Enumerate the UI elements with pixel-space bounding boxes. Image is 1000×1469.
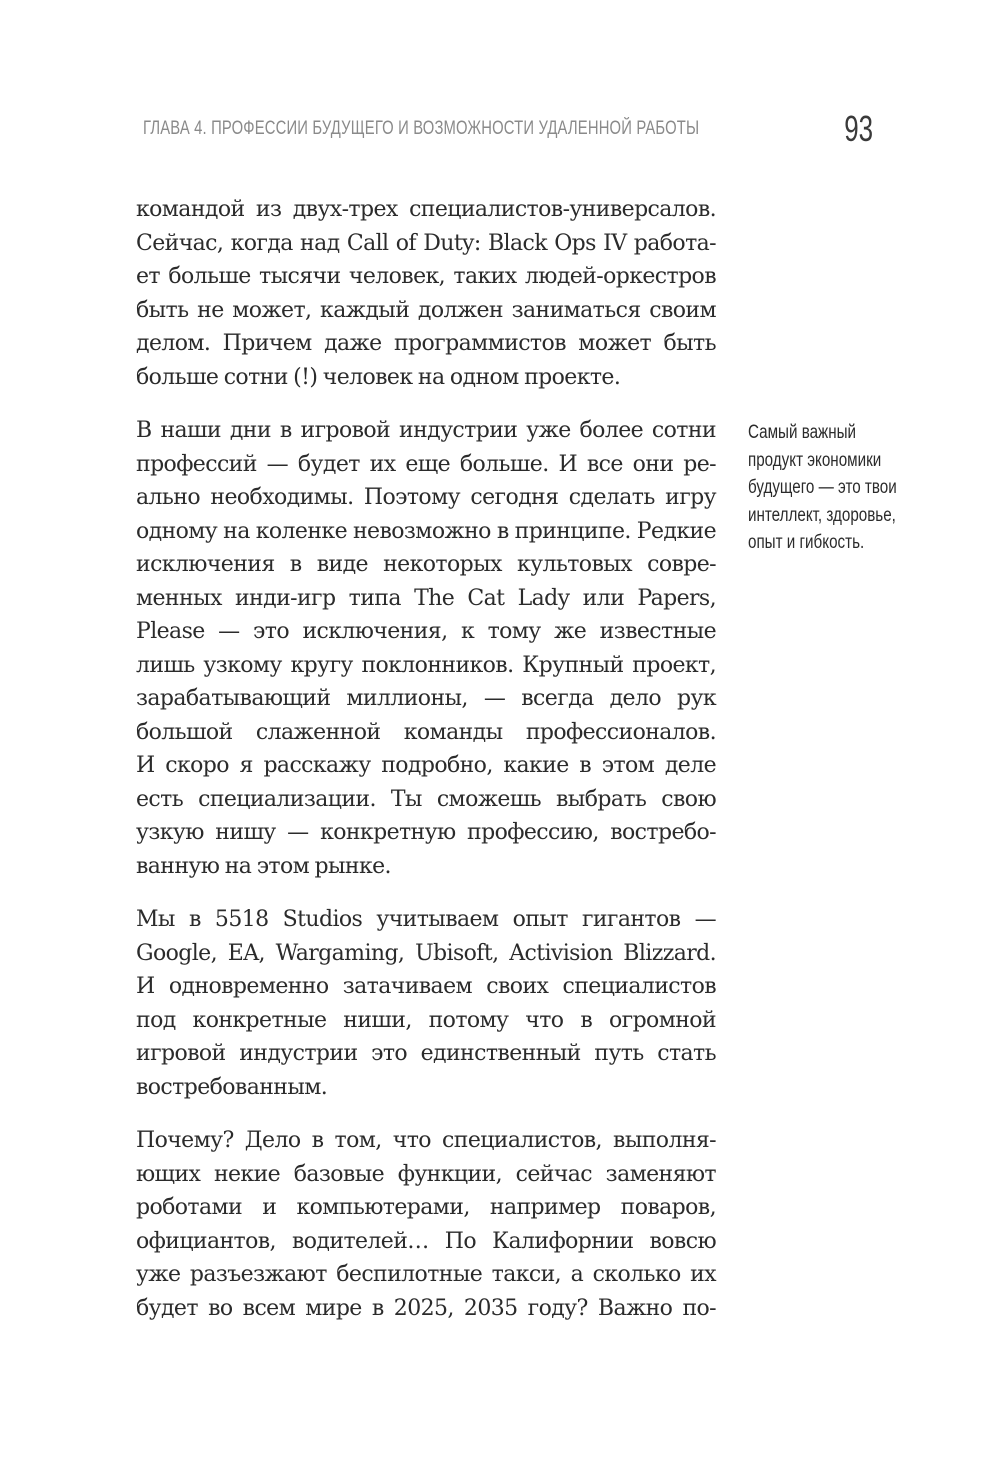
text-line: лишь узкому кругу поклонников. Крупный проект, (136, 652, 716, 678)
main-text-column (136, 193, 716, 1345)
margin-note-line: интеллект, здоровье, (748, 504, 896, 526)
paragraph-1 (136, 193, 716, 394)
text-line: командой из двух-трех специалистов-универсалов. (136, 197, 716, 222)
text-line: Please — это исключения, к тому же известные (136, 619, 716, 644)
text-line: делом. Причем даже программистов может быть (136, 331, 716, 356)
text-line: будет во всем мире в 2025, 2035 году? Важно по- (136, 1295, 716, 1321)
text-line: есть специализации. Ты сможешь выбрать свою (136, 786, 716, 812)
text-line: официантов, водителей… По Калифорнии вовсю (136, 1228, 716, 1254)
text-line: ющих некие базовые функции, сейчас заменяют (136, 1161, 716, 1187)
paragraph-2 (136, 414, 716, 883)
text-line: быть не может, каждый должен заниматься своим (136, 297, 716, 323)
text-line: узкую нишу — конкретную профессию, востребо- (136, 820, 716, 845)
text-line: роботами и компьютерами, например поваров, (136, 1195, 716, 1220)
text-line: ет больше тысячи человек, таких людей-оркестров (136, 264, 716, 289)
text-line: большой слаженной команды профессионалов. (136, 719, 716, 745)
paragraph-4 (136, 1124, 716, 1325)
text-line: В наши дни в игровой индустрии уже более сотни (136, 418, 716, 443)
text-line: ально необходимы. Поэтому сегодня сделать игру (136, 485, 716, 510)
text-line: зарабатывающий миллионы, — всегда дело рук (136, 686, 716, 711)
running-head (143, 108, 873, 152)
text-line: Google, EA, Wargaming, Ubisoft, Activision Blizzard. (136, 940, 716, 966)
text-line: исключения в виде некоторых культовых совре- (136, 552, 716, 577)
text-line: уже разъезжают беспилотные такси, а сколько их (136, 1262, 716, 1287)
margin-note-line: будущего — это твои (748, 477, 897, 498)
text-line: Сейчас, когда над Call of Duty: Black Ops IV работа- (136, 230, 716, 256)
margin-note (748, 419, 948, 557)
text-line: И скоро я расскажу подробно, какие в этом деле (136, 753, 716, 778)
text-line: востребованным. (136, 1074, 328, 1100)
text-line: профессий — будет их еще больше. И все они ре- (136, 451, 716, 477)
text-line: одному на коленке невозможно в принципе. Редкие (136, 518, 716, 544)
text-line: игровой индустрии это единственный путь стать (136, 1041, 716, 1066)
margin-note-line: продукт экономики (748, 449, 882, 471)
chapter-title: ГЛАВА 4. ПРОФЕССИИ БУДУЩЕГО И ВОЗМОЖНОСТИ УДАЛЕННОЙ РАБОТЫ (143, 118, 700, 139)
margin-note-line: Самый важный (748, 422, 857, 443)
text-line: под конкретные ниши, потому что в огромной (136, 1007, 716, 1033)
text-line: менных инди-игр типа The Cat Lady или Papers, (136, 585, 716, 611)
text-line: Мы в 5518 Studios учитываем опыт гигантов — (136, 907, 716, 932)
page-number: 93 (844, 108, 873, 149)
text-line: ванную на этом рынке. (136, 853, 391, 879)
paragraph-3 (136, 903, 716, 1104)
text-line: И одновременно затачиваем своих специалистов (136, 974, 716, 999)
margin-note-line: опыт и гибкость. (748, 532, 865, 553)
text-line: больше сотни (!) человек на одном проекте. (136, 364, 621, 390)
text-line: Почему? Дело в том, что специалистов, выполня- (136, 1128, 716, 1153)
